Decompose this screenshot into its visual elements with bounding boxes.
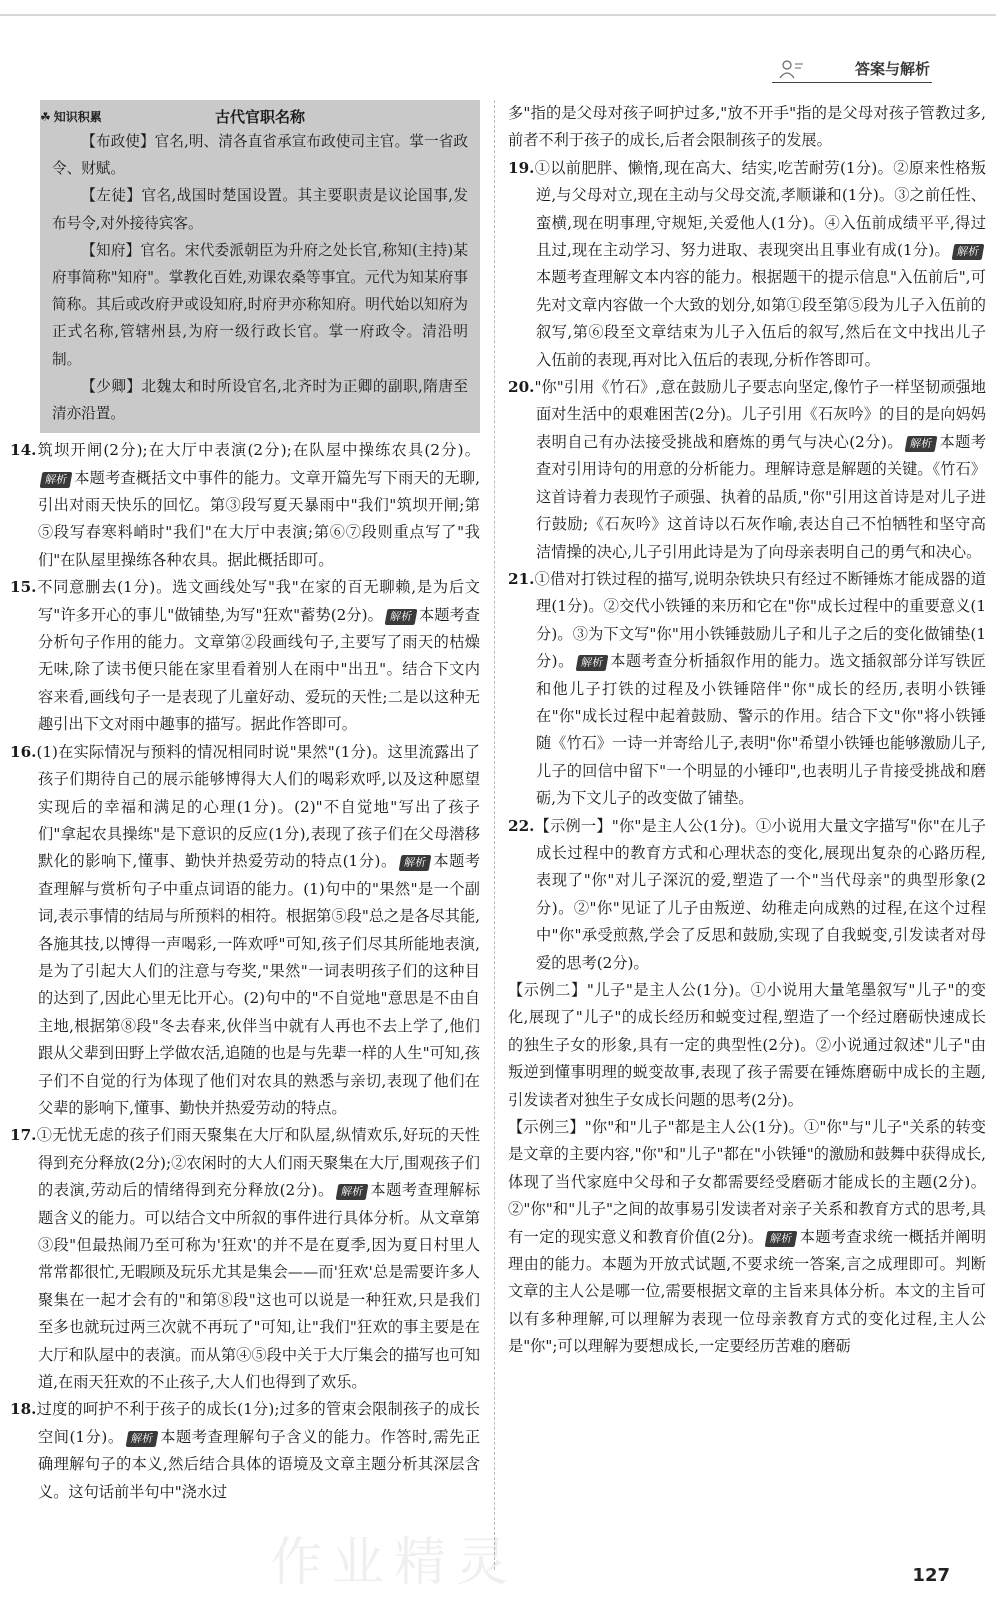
- answer-item: [508, 100, 986, 155]
- question-number: 22.: [508, 816, 535, 835]
- reader-icon: [778, 58, 806, 80]
- box-paragraph: 【知府】官名。宋代委派朝臣为升府之处长官,称知(主持)某府事简称"知府"。掌教化百姓,劝课农桑等事宜。元代为知某府事简称。其后或改府尹或设知府,时府尹亦称知府。明代始以知府为正式名称,管辖州县,为府一级行政长官。掌一府政令。清沿明制。: [52, 241, 468, 368]
- analysis-text: 本题考查对引用诗句的用意的分析能力。理解诗意是解题的关键。《竹石》这首诗着力表现竹子顽强、执着的品质,"你"引用这首诗是对儿子进行鼓励;《石灰吟》这首诗以石灰作喻,表达自己不怕牺牲和坚守高洁情操的决心,儿子引用此诗是为了向母亲表明自己的勇气和决心。: [536, 432, 987, 561]
- page-number: 127: [912, 1565, 950, 1586]
- right-column: [508, 100, 986, 1361]
- answer-item: [508, 977, 986, 1114]
- answer-item: [508, 374, 986, 566]
- analysis-text: 本题考查理解标题含义的能力。可以结合文中所叙的事件进行具体分析。从文章第③段"但最热闹乃至可称为'狂欢'的并不是在夏季,因为夏日村里人常常都很忙,无暇顾及玩乐尤其是集会——而'狂欢'总是需要许多人聚集在一起才会有的"和第⑧段"这也可以说是一种狂欢,只是我们至多也就玩过两三次就不再玩了"可知,让"我们"狂欢的事主要是在大厅和队屋中的表演。而从第④⑤段中关于大厅集会的描写也可知道,在雨天狂欢的不止孩子,大人们也得到了欢乐。: [38, 1181, 481, 1392]
- knowledge-tag: ☘ 知识积累: [40, 104, 102, 131]
- answer-item: [508, 1114, 986, 1361]
- answer-text: 多"指的是父母对孩子呵护过多,"放不开手"指的是父母对孩子管教过多,前者不利于孩子的成长,后者会限制孩子的发展。: [508, 104, 986, 150]
- answer-text: 筑坝开闸(2分);在大厅中表演(2分);在队屋中操练农具(2分)。: [36, 441, 480, 460]
- box-paragraph: 【左徒】官名,战国时楚国设置。其主要职责是议论国事,发布号令,对外接待宾客。: [52, 187, 468, 232]
- answer-item: [508, 155, 986, 374]
- answer-item: [10, 739, 480, 1123]
- question-number: 19.: [508, 158, 535, 177]
- answer-text: 【示例二】"儿子"是主人公(1分)。①小说用大量笔墨叙写"儿子"的变化,展现了"儿子"的成长经历和蜕变过程,塑造了一个经过磨砺快速成长的独生子女的形象,具有一定的典型性(2分)。②小说通过叙述"儿子"由叛逆到懂事明理的蜕变故事,表现了孩子需要在锤炼磨砺中成长的主题,引发读者对独生子女成长问题的思考(2分)。: [508, 981, 986, 1109]
- question-number: 21.: [508, 569, 535, 588]
- answer-text: 不同意删去(1分)。选文画线处写"我"在家的百无聊赖,是为后文写"许多开心的事儿"做铺垫,为写"狂欢"蓄势(2分)。: [36, 578, 480, 624]
- question-number: 20.: [508, 378, 535, 397]
- box-paragraph: 【布政使】官名,明、清各直省承宣布政使司主官。掌一省政令、财赋。: [52, 133, 468, 178]
- analysis-tag: 解析: [335, 1184, 368, 1200]
- analysis-text: 本题考查分析插叙作用的能力。选文插叙部分详写铁匠和他儿子打铁的过程及小铁锤陪伴"你"成长的经历,表明小铁锤在"你"成长过程中起着鼓励、警示的作用。结合下文"你"将小铁锤随《竹石》一诗一并寄给儿子,表明"你"希望小铁锤也能够激励儿子,儿子的回信中留下"一个明显的小锤印",也表明儿子肯接受挑战和磨砺,为下文儿子的改变做了铺垫。: [536, 652, 986, 808]
- answer-text: 【示例一】"你"是主人公(1分)。①小说用大量文字描写"你"在儿子成长过程中的教育方式和心理状态的变化,展现出复杂的心路历程,表现了"你"对儿子深沉的爱,塑造了一个"当代母亲"的典型形象(2分)。②"你"见证了儿子由叛逆、幼稚走向成熟的过程,在这个过程中"你"承受煎熬,学会了反思和鼓励,实现了自我蜕变,引发读者对母爱的思考(2分)。: [534, 816, 986, 972]
- answer-list-right: [508, 100, 986, 1361]
- answer-list-left: [10, 437, 480, 1506]
- answer-text: 过度的呵护不利于孩子的成长(1分);过多的管束会限制孩子的成长空间(1分)。: [36, 1400, 480, 1446]
- left-column: [10, 100, 480, 1506]
- header-rule: [0, 14, 996, 16]
- section-label: 答案与解析: [854, 60, 930, 78]
- analysis-tag: 解析: [385, 609, 418, 625]
- answer-text: (1)在实际情况与预料的情况相同时说"果然"(1分)。这里流露出了孩子们期待自己的展示能够博得大人们的喝彩欢呼,以及这种愿望实现后的幸福和满足的心理(1分)。(2)"不自觉地"写出了孩子们"拿起农具操练"是下意识的反应(1分),表现了孩子们在父母潜移默化的影响下,懂事、勤快并热爱劳动的特点(1分)。: [36, 742, 480, 871]
- box-title: 古代官职名称: [214, 108, 305, 126]
- answer-item: [10, 574, 480, 738]
- answer-item: [10, 1122, 480, 1396]
- question-number: 18.: [10, 1400, 37, 1419]
- answer-item: [10, 437, 480, 574]
- column-divider: [494, 100, 495, 1570]
- knowledge-box: [40, 100, 480, 433]
- box-paragraph: 【少卿】北魏太和时所设官名,北齐时为正卿的副职,隋唐至清亦沿置。: [52, 377, 468, 423]
- analysis-text: 本题考查概括文中事件的能力。文章开篇先写下雨天的无聊,引出对雨天快乐的回忆。第③段写夏天暴雨中"我们"筑坝开闸;第⑤段写春寒料峭时"我们"在大厅中表演;第⑥⑦段则重点写了"我们"在队屋里操练各种农具。据此概括即可。: [38, 468, 480, 569]
- analysis-tag: 解析: [905, 436, 938, 452]
- answer-text: 【示例三】"你"和"儿子"都是主人公(1分)。①"你"与"儿子"关系的转变是文章的主要内容,"你"和"儿子"都在"小铁锤"的激励和鼓舞中获得成长,体现了当代家庭中父母和子女都需要经受磨砺才能成长的主题(2分)。②"你"和"儿子"之间的故事易引发读者对亲子关系和教育方式的思考,具有一定的现实意义和教育价值(2分)。: [508, 1118, 986, 1246]
- analysis-tag: 解析: [575, 655, 608, 671]
- lightbulb-icon: ☘: [40, 110, 51, 124]
- analysis-tag: 解析: [952, 244, 985, 260]
- watermark: 作业精灵: [270, 1533, 519, 1593]
- question-number: 17.: [10, 1126, 37, 1145]
- analysis-text: 本题考查求统一概括并阐明理由的能力。本题为开放式试题,不要求统一答案,言之成理即可。判断文章的主人公是哪一位,需要根据文章的主旨来具体分析。本文的主旨可以有多种理解,可以理解为表现一位母亲教育方式的变化过程,主人公是"你";可以理解为要想成长,一定要经历苦难的磨砺: [508, 1227, 986, 1356]
- analysis-tag: 解析: [40, 472, 73, 488]
- box-paragraphs: [52, 128, 468, 427]
- header-underline: [772, 82, 932, 83]
- analysis-tag: 解析: [765, 1231, 798, 1247]
- analysis-text: 本题考查理解与赏析句子中重点词语的能力。(1)句中的"果然"是一个副词,表示事情的结局与所预料的相符。根据第⑤段"总之是各尽其能,各施其技,以博得一声喝彩,一阵欢呼"可知,孩子们尽其所能地表演,是为了引起大人们的注意与夸奖,"果然"一词表明孩子们的这种目的达到了,因此心里无比开心。(2)句中的"不自觉地"意思是不由自主地,根据第⑧段"冬去春来,伙伴当中就有人再也不去上学了,他们跟从父辈到田野上学做农活,追随的也是与先辈一样的人生"可知,孩子们不自觉的行为体现了他们对农具的熟悉与亲切,表现了他们在父辈的影响下,懂事、勤快并热爱劳动的特点。: [38, 852, 481, 1117]
- question-number: 15.: [10, 578, 37, 597]
- question-number: 16.: [10, 742, 37, 761]
- answer-text: "你"引用《竹石》,意在鼓励儿子要志向坚定,像竹子一样坚韧顽强地面对生活中的艰难困苦(2分)。儿子引用《石灰吟》的目的是向妈妈表明自己有办法接受挑战和磨炼的勇气与决心(2分)。: [534, 378, 986, 451]
- answer-text: ①借对打铁过程的描写,说明杂铁块只有经过不断锤炼才能成器的道理(1分)。②交代小铁锤的来历和它在"你"成长过程中的重要意义(1分)。③为下文写"你"用小铁锤鼓励儿子和儿子之后的变化做铺垫(1分)。: [534, 569, 986, 671]
- analysis-text: 本题考查分析句子作用的能力。文章第②段画线句子,主要写了雨天的枯燥无味,除了读书便只能在家里看着别人在雨中"出丑"。结合下文内容来看,画线句子一是表现了儿童好动、爱玩的天性;二是以这种无趣引出下文对雨中趣事的描写。据此作答即可。: [38, 605, 480, 734]
- analysis-text: 本题考查理解文本内容的能力。根据题干的提示信息"入伍前后",可先对文章内容做一个大致的划分,如第①段至第⑤段为儿子入伍前的叙写,第⑥段至文章结束为儿子入伍后的叙写,然后在文中找出儿子入伍前的表现,再对比入伍后的表现,分析作答即可。: [536, 268, 986, 369]
- answer-item: [10, 1396, 480, 1506]
- analysis-tag: 解析: [398, 855, 431, 871]
- analysis-text: 本题考查理解句子含义的能力。作答时,需先正确理解句子的本义,然后结合具体的语境及文章主题分析其深层含义。这句话前半句中"浇水过: [38, 1427, 481, 1501]
- question-number: 14.: [10, 441, 37, 460]
- answer-text: ①无忧无虑的孩子们雨天聚集在大厅和队屋,纵情欢乐,好玩的天性得到充分释放(2分);②农闲时的大人们雨天聚集在大厅,围观孩子们的表演,劳动后的情绪得到充分释放(2分)。: [36, 1126, 480, 1200]
- answer-item: [508, 566, 986, 813]
- analysis-tag: 解析: [125, 1431, 158, 1447]
- answer-item: [508, 813, 986, 977]
- answer-text: ①以前肥胖、懒惰,现在高大、结实,吃苦耐劳(1分)。②原来性格叛逆,与父母对立,现在主动与父母交流,孝顺谦和(1分)。③之前任性、蛮横,现在明事理,守规矩,关爱他人(1分)。④入伍前成绩平平,得过且过,现在主动学习、努力进取、表现突出且事业有成(1分)。: [534, 158, 986, 260]
